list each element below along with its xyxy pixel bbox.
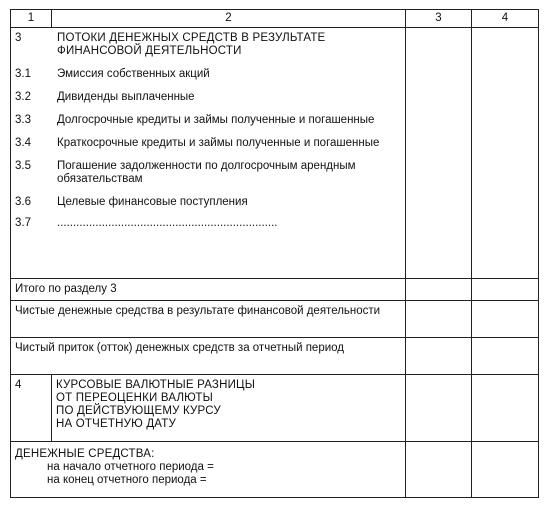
- section-4-col-3: [406, 375, 472, 442]
- cash-flow-table: [10, 9, 539, 498]
- net-flow-label: Чистый приток (отток) денежных средств за отчетный период: [15, 342, 345, 354]
- cash-title: ДЕНЕЖНЫЕ СРЕДСТВА:: [15, 448, 155, 460]
- section-4-col-4: [472, 375, 539, 442]
- list-item: [11, 91, 405, 104]
- total-3-col-3: [406, 279, 472, 301]
- item-text: Дивиденды выплаченные: [57, 91, 195, 103]
- item-text: .....................................................................: [57, 217, 278, 229]
- section-3-col-3: [406, 28, 472, 279]
- section-3-title: ПОТОКИ ДЕНЕЖНЫХ СРЕДСТВ В РЕЗУЛЬТАТЕ ФИНАНСОВОЙ ДЕЯТЕЛЬНОСТИ: [57, 32, 326, 57]
- net-financial-row: [11, 301, 539, 338]
- cash-cell: [11, 442, 406, 498]
- section-3-cell: [11, 28, 406, 279]
- item-number: 3.3: [15, 114, 31, 126]
- cash-row: [11, 442, 539, 498]
- net-flow-cell: [11, 338, 406, 375]
- section-4-number: 4: [15, 379, 22, 391]
- section-4-line-2: ОТ ПЕРЕОЦЕНКИ ВАЛЮТЫ: [56, 392, 213, 404]
- list-item: [11, 196, 405, 209]
- header-col-4: 4: [472, 10, 539, 28]
- list-item: [11, 217, 405, 230]
- net-financial-col-4: [472, 301, 539, 338]
- cash-col-4: [472, 442, 539, 498]
- item-text: Погашение задолженности по долгосрочным арендным обязательствам: [57, 160, 356, 185]
- section-4-title-cell: [52, 375, 406, 442]
- item-text: Долгосрочные кредиты и займы полученные и погашенные: [57, 114, 375, 126]
- item-number: 3.2: [15, 91, 31, 103]
- list-item: [11, 68, 405, 81]
- item-number: 3.7: [15, 217, 31, 229]
- item-number: 3.1: [15, 68, 31, 80]
- item-text: Краткосрочные кредиты и займы полученные и погашенные: [57, 137, 380, 149]
- item-number: 3.6: [15, 196, 31, 208]
- net-financial-label: Чистые денежные средства в результате финансовой деятельности: [15, 305, 381, 317]
- section-4-row: [11, 375, 539, 442]
- section-4-line-4: НА ОТЧЕТНУЮ ДАТУ: [56, 418, 177, 430]
- net-flow-row: [11, 338, 539, 375]
- item-number: 3.4: [15, 137, 31, 149]
- section-4-line-1: КУРСОВЫЕ ВАЛЮТНЫЕ РАЗНИЦЫ: [56, 379, 256, 391]
- net-flow-col-3: [406, 338, 472, 375]
- item-text: Эмиссия собственных акций: [57, 68, 210, 80]
- section-4-number-cell: [11, 375, 52, 442]
- cash-col-3: [406, 442, 472, 498]
- total-3-col-4: [472, 279, 539, 301]
- net-flow-col-4: [472, 338, 539, 375]
- net-financial-col-3: [406, 301, 472, 338]
- cash-start-label: на начало отчетного периода =: [47, 461, 214, 473]
- header-row: [11, 10, 539, 28]
- header-col-2: 2: [52, 10, 406, 28]
- header-col-3: 3: [406, 10, 472, 28]
- total-3-row: [11, 279, 539, 301]
- section-3-number: 3: [15, 32, 22, 44]
- section-3-heading: [11, 32, 405, 58]
- list-item: [11, 160, 405, 186]
- header-col-1: 1: [11, 10, 52, 28]
- list-item: [11, 114, 405, 127]
- item-text: Целевые финансовые поступления: [57, 196, 248, 208]
- total-3-cell: [11, 279, 406, 301]
- cash-end-label: на конец отчетного периода =: [47, 474, 207, 486]
- total-3-label: Итого по разделу 3: [15, 283, 117, 295]
- list-item: [11, 137, 405, 150]
- item-number: 3.5: [15, 160, 31, 172]
- section-3-row: [11, 28, 539, 279]
- section-4-line-3: ПО ДЕЙСТВУЮЩЕМУ КУРСУ: [56, 405, 221, 417]
- section-3-col-4: [472, 28, 539, 279]
- net-financial-cell: [11, 301, 406, 338]
